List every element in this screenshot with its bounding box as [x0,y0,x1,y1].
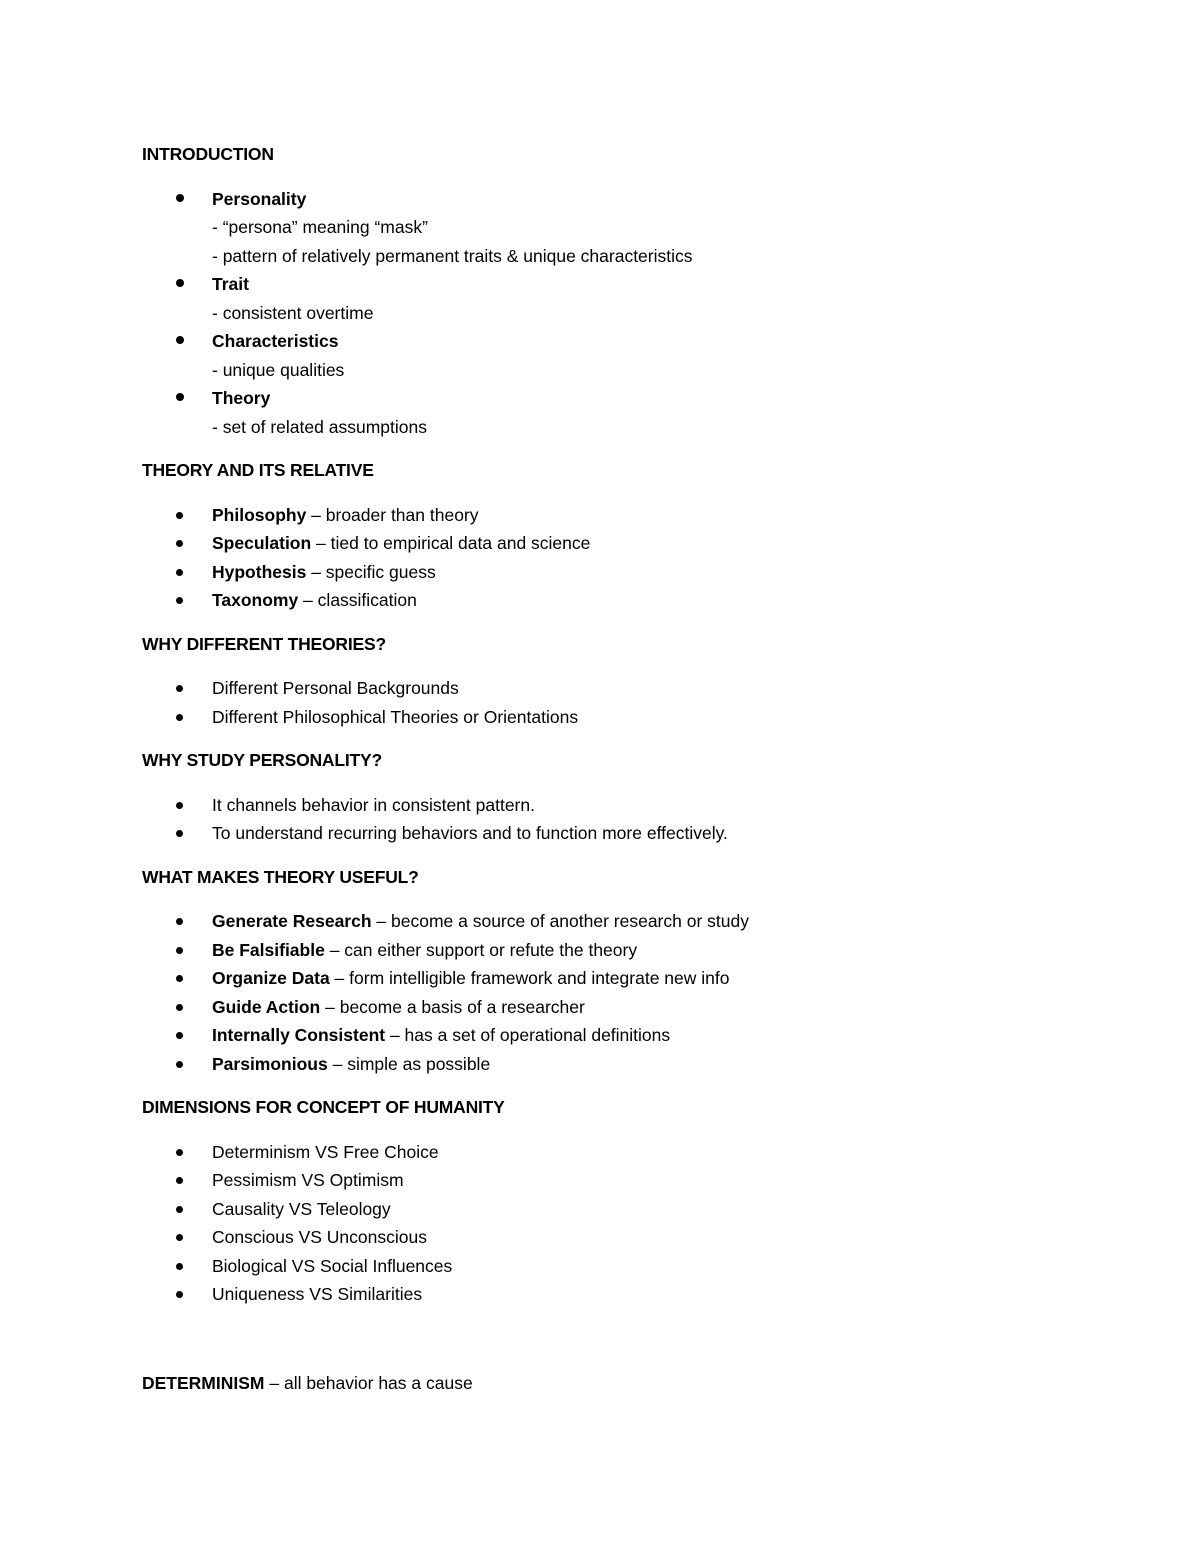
bullet-icon [176,830,183,837]
why-study-list [142,791,1102,848]
list-item [142,1050,1102,1079]
description: – can either support or refute the theory [324,939,638,960]
bullet-icon [176,802,183,809]
list-item [142,791,1102,820]
bullet-icon [176,1263,183,1270]
description: – has a set of operational definitions [385,1025,671,1045]
description: – simple as possible [327,1053,491,1074]
determinism-definition [142,1369,1102,1398]
document-page [142,140,1102,1397]
bullet-icon [176,279,184,287]
item-text: To understand recurring behaviors and to function more effectively. [212,823,728,843]
item-text: Pessimism VS Optimism [212,1170,404,1190]
section-heading-dimensions: DIMENSIONS FOR CONCEPT OF HUMANITY [142,1097,505,1117]
sub-point: - pattern of relatively permanent traits & unique characteristics [212,245,693,266]
term: Generate Research [212,911,372,931]
bullet-icon [176,336,184,344]
term: Philosophy [212,504,307,525]
item-text: Determinism VS Free Choice [212,1141,439,1162]
list-item [142,501,1102,530]
bullet-icon [176,918,183,925]
list-item [142,1252,1102,1281]
section-heading-theory-relative: THEORY AND ITS RELATIVE [142,460,374,480]
description: – all behavior has a cause [264,1372,473,1393]
term: Speculation [212,533,312,553]
section-heading-useful: WHAT MAKES THEORY USEFUL? [142,866,419,887]
list-item [142,1138,1102,1167]
bullet-icon [176,947,183,954]
section-heading-why-different: WHY DIFFERENT THEORIES? [142,633,386,654]
term: Be Falsifiable [212,939,325,960]
term: Personality [212,188,307,209]
list-item [142,558,1102,587]
bullet-icon [176,1004,183,1011]
list-item [142,1223,1102,1252]
list-item [142,907,1102,936]
term: Guide Action [212,996,321,1017]
list-item [142,819,1102,848]
term: Theory [212,388,271,408]
item-text: Uniqueness VS Similarities [212,1284,423,1304]
list-item [142,586,1102,615]
term: Taxonomy [212,590,299,610]
list-item [142,1195,1102,1224]
bullet-icon [176,685,183,692]
sub-point: - set of related assumptions [212,416,427,437]
description: – form intelligible framework and integrate new info [329,968,730,988]
sub-point: - unique qualities [212,359,345,380]
item-text: It channels behavior in consistent pattern. [212,794,535,815]
term: Hypothesis [212,561,307,582]
bullet-icon [176,194,184,202]
term: Parsimonious [212,1053,328,1074]
sub-point: - consistent overtime [212,302,374,323]
list-item [142,1280,1102,1309]
why-different-list [142,674,1102,731]
bullet-icon [176,569,183,576]
list-item [142,674,1102,703]
bullet-icon [176,597,183,604]
item-text: Different Philosophical Theories or Orientations [212,706,579,727]
item-text: Biological VS Social Influences [212,1255,453,1276]
sub-point: - “persona” meaning “mask” [212,217,428,237]
theory-relative-list [142,501,1102,615]
bullet-icon [176,1032,183,1039]
list-item [142,936,1102,965]
list-item [142,327,1102,384]
bullet-icon [176,512,183,519]
bullet-icon [176,714,183,721]
list-item [142,529,1102,558]
item-text: Different Personal Backgrounds [212,678,459,698]
term: Internally Consistent [212,1025,386,1045]
bullet-icon [176,1234,183,1241]
bullet-icon [176,1291,183,1298]
item-text: Causality VS Teleology [212,1198,391,1219]
bullet-icon [176,1149,183,1156]
list-item [142,270,1102,327]
dimensions-list [142,1138,1102,1309]
term: Trait [212,274,249,294]
term: Characteristics [212,331,339,351]
description: – tied to empirical data and science [311,533,591,553]
list-item [142,1166,1102,1195]
item-text: Conscious VS Unconscious [212,1227,427,1247]
term: Organize Data [212,968,330,988]
list-item [142,1021,1102,1050]
description: – become a basis of a researcher [320,996,585,1017]
section-heading-why-study: WHY STUDY PERSONALITY? [142,750,382,770]
useful-list [142,907,1102,1078]
list-item [142,185,1102,271]
description: – specific guess [306,561,436,582]
bullet-icon [176,1206,183,1213]
description: – classification [298,590,417,610]
description: – broader than theory [306,504,479,525]
list-item [142,703,1102,732]
bullet-icon [176,393,184,401]
bullet-icon [176,1061,183,1068]
description: – become a source of another research or study [371,911,749,931]
section-heading-introduction: INTRODUCTION [142,144,274,164]
bullet-icon [176,975,183,982]
list-item [142,993,1102,1022]
list-item [142,384,1102,441]
bullet-icon [176,540,183,547]
term: DETERMINISM [142,1372,265,1393]
introduction-list [142,185,1102,442]
list-item [142,964,1102,993]
bullet-icon [176,1177,183,1184]
